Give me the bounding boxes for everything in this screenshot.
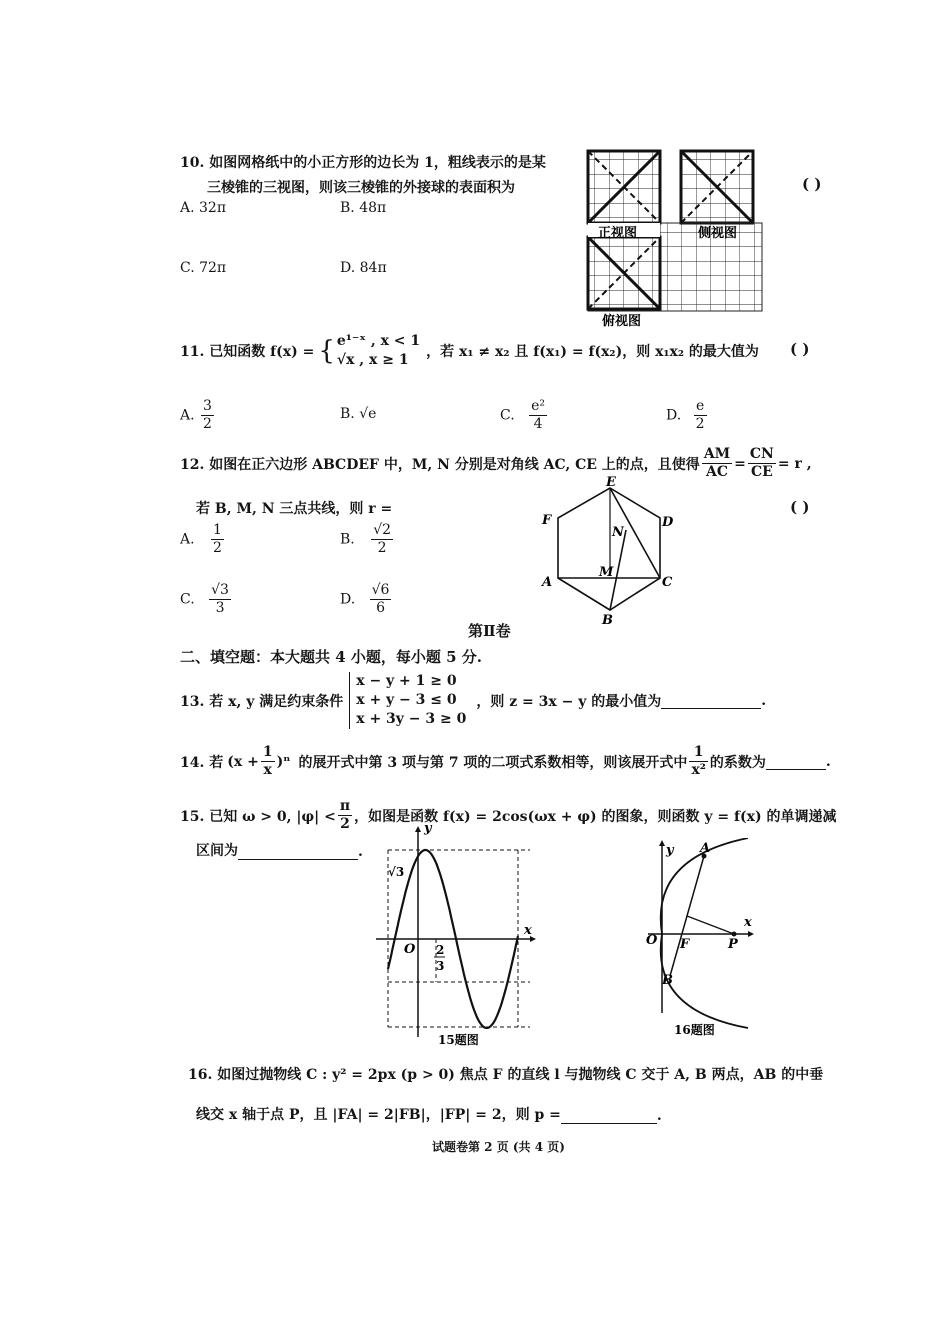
q14-frac2 (689, 744, 707, 779)
q13-prefix: 13. 若 x, y 满足约束条件 (180, 693, 344, 710)
q12-option-b-den: 2 (377, 540, 387, 556)
q15-frac-num: π (339, 798, 351, 814)
q11-cases (337, 332, 420, 370)
q12-stem (180, 446, 812, 481)
q11-prefix: 11. 已知函数 f(x) = (180, 344, 315, 360)
q15-x-label: x (524, 923, 532, 938)
front-view (588, 151, 660, 223)
q13-constraint-2: x + y − 3 ≤ 0 (356, 692, 457, 708)
q10-option-b: B. 48π (340, 200, 387, 216)
q11-option-a-frac (201, 398, 214, 433)
q16-end: . (656, 1108, 662, 1124)
q11-option-c-frac (529, 398, 547, 433)
q10-answer-paren: ( ) (802, 175, 822, 193)
q12-option-c (180, 582, 233, 617)
q15-end: . (358, 844, 363, 860)
side-view-label: 侧视图 (698, 226, 738, 241)
q14-answer-blank[interactable] (766, 753, 826, 770)
q16-x-label: x (744, 915, 752, 930)
q14-middle: 的展开式中第 3 项与第 7 项的二项式系数相等，则该展开式中 (298, 754, 688, 771)
q12-frac1-num: AM (703, 446, 731, 462)
q15-x-tick-den: 3 (436, 959, 445, 973)
q11-option-d-den: 2 (695, 416, 705, 432)
q10-option-a: A. 32π (180, 200, 227, 216)
q14-binom-close: )ⁿ (276, 753, 291, 770)
q16-origin-label: O (646, 933, 658, 948)
q15-origin-label: O (404, 942, 416, 957)
q14-frac-den: x (263, 762, 272, 778)
hexagon-figure (530, 474, 680, 630)
q11-option-c-num: e² (531, 398, 546, 414)
q14-frac-num: 1 (262, 744, 273, 760)
q10-line1: 10. 如图网格纸中的小正方形的边长为 1，粗线表示的是某 (180, 155, 546, 171)
q14-suffix: 的系数为 (709, 754, 766, 771)
q12-equals: = (734, 455, 746, 472)
q12-option-d-num: √6 (371, 582, 390, 598)
point-m: M (599, 565, 614, 580)
section2-heading: 二、填空题：本大题共 4 小题，每小题 5 分. (180, 648, 482, 666)
q16-b-label: B (662, 973, 673, 988)
q14-binom-open: (x + (227, 753, 259, 770)
q16-parabola-figure (642, 838, 782, 1038)
q11-option-c-letter: C. (500, 407, 515, 424)
q12-line1-pre: 12. 如图在正六边形 ABCDEF 中，M, N 分别是对角线 AC, CE 上的点，且使得 (180, 456, 700, 473)
q10-option-c: C. 72π (180, 260, 227, 276)
q12-option-a-den: 2 (213, 540, 222, 556)
q14-frac (261, 744, 275, 779)
q11-option-d-num: e (694, 398, 707, 416)
q11-option-a-den: 2 (203, 416, 212, 432)
q15-line2 (196, 840, 363, 860)
q10-line2: 三棱锥的三视图，则该三棱锥的外接球的表面积为 (207, 180, 515, 196)
q12-frac2-den: CE (750, 464, 773, 480)
q13-constraint-1: x − y + 1 ≥ 0 (356, 673, 457, 689)
q15-x-tick-num: 2 (436, 943, 445, 957)
q11-suffix: ，若 x₁ ≠ x₂ 且 f(x₁) = f(x₂)，则 x₁x₂ 的最大值为 (426, 344, 759, 360)
q11-option-c-den: 4 (533, 416, 543, 432)
q11-case2: √x , x ≥ 1 (336, 352, 409, 368)
q16-a-label: A (700, 841, 711, 856)
q16-line2-text: 线交 x 轴于点 P，且 |FA| = 2|FB|，|FP| = 2，则 p = (196, 1107, 561, 1123)
q14-stem (180, 744, 831, 779)
q11-answer-paren: ( ) (790, 340, 810, 358)
q12-option-c-den: 3 (215, 600, 225, 616)
part2-title: 第Ⅱ卷 (468, 622, 511, 640)
q11-option-a-num: 3 (203, 398, 212, 414)
vertex-a: A (542, 575, 553, 590)
three-view-figure (580, 145, 780, 335)
q12-option-b-num: √2 (373, 522, 392, 538)
q12-option-d-frac (370, 582, 392, 617)
vertex-d: D (662, 515, 674, 530)
q11-brace: { (318, 336, 335, 366)
q12-option-b-letter: B. (340, 531, 355, 548)
vertex-b: B (602, 613, 613, 628)
q12-option-a-frac (211, 522, 224, 557)
q12-option-c-num: √3 (211, 582, 229, 598)
page-footer: 试题卷第 2 页 (共 4 页) (432, 1140, 565, 1154)
q11-option-d-frac (694, 398, 707, 433)
vertex-e: E (606, 475, 616, 490)
q11-stem (180, 332, 759, 370)
q12-option-b-frac (371, 522, 393, 557)
q12-line1-post: = r , (777, 455, 812, 472)
q12-option-b (340, 522, 395, 557)
q15-y-tick: √3 (388, 865, 405, 879)
q16-perpendicular-bisector (687, 916, 734, 934)
top-view (588, 237, 660, 311)
q15-answer-blank[interactable] (238, 843, 358, 860)
q14-prefix: 14. 若 (180, 754, 224, 771)
q15-frac-den: 2 (340, 816, 350, 832)
q16-f-label: F (680, 937, 690, 952)
q12-option-d-den: 6 (376, 600, 386, 616)
q11-option-c (500, 398, 549, 433)
q16-p-label: P (728, 937, 738, 952)
q13-answer-blank[interactable] (661, 692, 761, 709)
q13-constraint-3: x + 3y − 3 ≥ 0 (356, 711, 467, 727)
q11-option-d (666, 398, 709, 433)
q11-case1: e¹⁻ˣ , x < 1 (336, 333, 421, 349)
q13-suffix: ，则 z = 3x − y 的最小值为 (476, 693, 662, 710)
vertex-c: C (662, 575, 673, 590)
q12-option-d-letter: D. (340, 591, 356, 608)
q12-option-a-num: 1 (213, 522, 222, 538)
q14-frac2-num: 1 (689, 744, 707, 762)
vertex-f: F (542, 513, 552, 528)
q15-suffix: ，如图是函数 f(x) = 2cos(ωx + φ) 的图象，则函数 y = f(x) 的单调递减 (354, 808, 837, 825)
q13-end: . (761, 692, 767, 709)
q15-line2-text: 区间为 (196, 843, 238, 859)
q10-option-d: D. 84π (340, 260, 387, 276)
q16-line1: 16. 如图过抛物线 C : y² = 2px (p > 0) 焦点 F 的直线 l 与抛物线 C 交于 A, B 两点，AB 的中垂 (188, 1067, 824, 1083)
q12-line2: 若 B, M, N 三点共线，则 r = (196, 501, 393, 517)
q12-answer-paren: ( ) (790, 498, 810, 516)
q16-answer-blank[interactable] (561, 1107, 657, 1124)
q15-caption: 15题图 (438, 1033, 479, 1047)
q12-option-a-letter: A. (180, 531, 195, 548)
q15-prefix: 15. 已知 ω > 0, |φ| < (180, 808, 336, 825)
q11-option-a (180, 398, 216, 433)
q12-option-c-frac (209, 582, 231, 617)
q11-option-a-letter: A. (180, 407, 195, 424)
q11-option-d-letter: D. (666, 407, 682, 424)
q16-y-label: y (666, 843, 674, 858)
q16-caption: 16题图 (674, 1023, 715, 1037)
q11-option-b: B. √e (340, 406, 377, 422)
q15-frac (338, 798, 352, 833)
q14-end: . (825, 753, 831, 770)
point-n: N (612, 525, 624, 540)
q12-frac1 (702, 446, 732, 481)
top-view-label: 俯视图 (602, 314, 642, 329)
q12-option-d (340, 582, 393, 617)
q13-constraints (349, 672, 466, 729)
front-view-label: 正视图 (598, 226, 638, 241)
side-view (681, 151, 753, 223)
q12-option-a (180, 522, 226, 557)
q15-cosine-graph (370, 822, 545, 1048)
q12-option-c-letter: C. (180, 591, 195, 608)
q12-frac2 (748, 446, 776, 481)
q13-stem (180, 672, 766, 729)
q14-frac2-den: x² (691, 762, 706, 778)
q16-line2 (196, 1104, 662, 1124)
q12-frac2-num: CN (749, 446, 774, 462)
q15-y-label: y (424, 822, 432, 836)
q12-frac1-den: AC (705, 464, 728, 480)
